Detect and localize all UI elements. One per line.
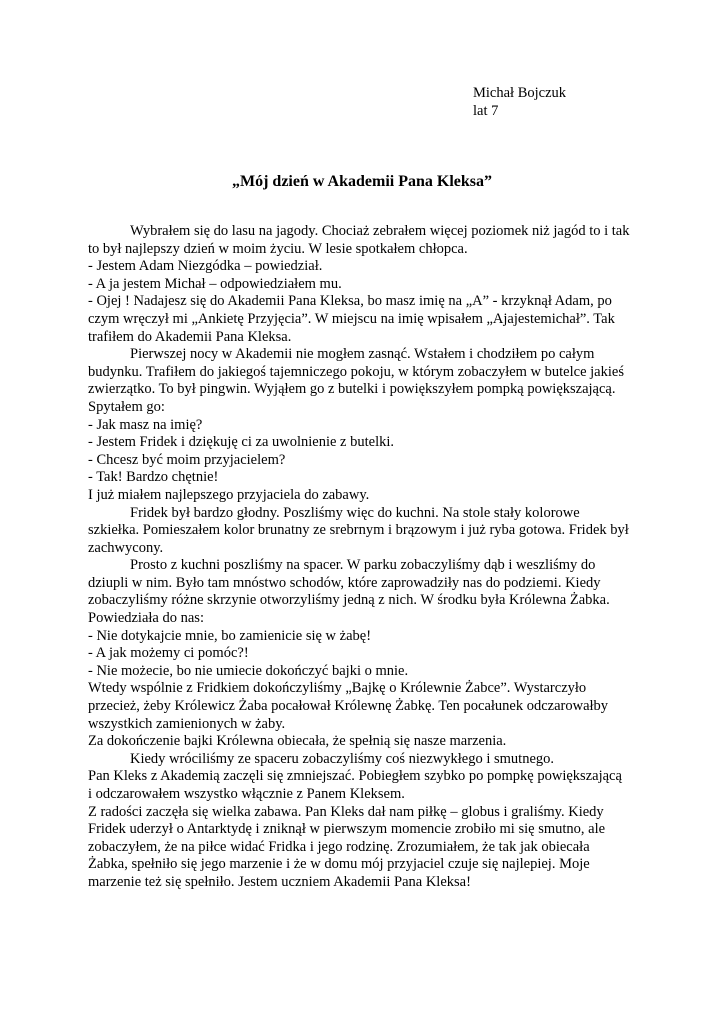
text-line: i odczarowałem wszystko włącznie z Panem Kleksem. <box>88 786 405 802</box>
document-title: „Mój dzień w Akademii Pana Kleksa” <box>231 173 492 190</box>
text-line: dziupli w nim. Było tam mnóstwo schodów, które zaprowadziły nas do podziemi. Kiedy <box>88 574 601 591</box>
text-line: - A jak możemy ci pomóc?! <box>88 645 249 662</box>
text-line: zobaczyłem, że na piłce widać Fridka i jego rodzinę. Zrozumiałem, że tak jak obiecała <box>88 838 590 855</box>
text-line: zobaczyliśmy różne skrzynie otworzyliśmy jedną z nich. W środku była Królewna Żabka. <box>88 592 610 609</box>
author-age: lat 7 <box>473 103 499 119</box>
text-line: trafiłem do Akademii Pana Kleksa. <box>88 328 292 345</box>
text-line: - A ja jestem Michał – odpowiedziałem mu. <box>88 275 342 292</box>
text-line: czym wręczył mi „Ankietę Przyjęcia”. W miejscu na imię wpisałem „Ajajestemichał”. Tak <box>88 310 615 327</box>
text-line: - Nie możecie, bo nie umiecie dokończyć bajki o mnie. <box>88 662 409 679</box>
text-line: - Ojej ! Nadajesz się do Akademii Pana Kleksa, bo masz imię na „A” - krzyknął Adam, po <box>88 293 612 310</box>
text-line: wszystkich zamienionych w żaby. <box>88 715 286 732</box>
text-line: Powiedziała do nas: <box>88 610 204 627</box>
author-name: Michał Bojczuk <box>473 85 567 101</box>
text-line: Wybrałem się do lasu na jagody. Chociaż zebrałem więcej poziomek niż jagód to i tak <box>130 223 630 239</box>
text-line: zachwycony. <box>88 539 164 556</box>
text-line: budynku. Trafiłem do jakiegoś tajemniczego pokoju, w którym zobaczyłem w butelce jakieś <box>88 363 624 380</box>
text-line: Wtedy wspólnie z Fridkiem dokończyliśmy „Bajkę o Królewnie Żabce”. Wystarczyło <box>88 680 587 697</box>
text-line: to był najlepszy dzień w moim życiu. W lesie spotkałem chłopca. <box>88 240 468 257</box>
text-line: - Jak masz na imię? <box>88 416 203 433</box>
text-line: - Jestem Adam Niezgódka – powiedział. <box>88 258 323 275</box>
text-line: - Chcesz być moim przyjacielem? <box>88 451 286 468</box>
text-line: Pan Kleks z Akademią zaczęli się zmniejszać. Pobiegłem szybko po pompkę powiększającą <box>88 768 622 785</box>
text-line: - Tak! Bardzo chętnie! <box>88 469 219 486</box>
author-block <box>473 84 566 120</box>
text-line: - Jestem Fridek i dziękuję ci za uwolnienie z butelki. <box>88 434 395 451</box>
text-line: Spytałem go: <box>88 398 165 415</box>
text-line: Z radości zaczęła się wielka zabawa. Pan Kleks dał nam piłkę – globus i graliśmy. Kiedy <box>88 803 604 820</box>
text-line: Kiedy wróciliśmy ze spaceru zobaczyliśmy coś niezwykłego i smutnego. <box>130 750 555 767</box>
text-line: Fridek był bardzo głodny. Poszliśmy więc do kuchni. Na stole stały kolorowe <box>130 504 580 521</box>
text-line: Za dokończenie bajki Królewna obiecała, że spełnią się nasze marzenia. <box>88 733 507 750</box>
text-line: Fridek uderzył o Antarktydę i zniknął w pierwszym momencie zrobiło mi się smutno, ale <box>88 821 606 838</box>
text-line: przecież, żeby Królewicz Żaba pocałował Królewnę Żabkę. Ten pocałunek odczarowałby <box>88 698 609 715</box>
text-line: Prosto z kuchni poszliśmy na spacer. W parku zobaczyliśmy dąb i weszliśmy do <box>130 557 596 574</box>
story-body <box>88 223 648 892</box>
text-line: szkiełka. Pomieszałem kolor brunatny ze srebrnym i brązowym i już ryba gotowa. Fridek był <box>88 522 629 539</box>
text-line: I już miałem najlepszego przyjaciela do zabawy. <box>88 486 370 503</box>
text-line: - Nie dotykajcie mnie, bo zamienicie się w żabę! <box>88 627 372 644</box>
text-line: zwierzątko. To był pingwin. Wyjąłem go z butelki i powiększyłem pompką powiększającą. <box>88 381 616 398</box>
text-line: marzenie też się spełniło. Jestem uczniem Akademii Pana Kleksa! <box>88 873 471 890</box>
text-line: Pierwszej nocy w Akademii nie mogłem zasnąć. Wstałem i chodziłem po całym <box>130 346 595 363</box>
text-line: Żabka, spełniło się jego marzenie i że w domu mój przyjaciel czuje się najlepiej. Moje <box>88 856 590 873</box>
